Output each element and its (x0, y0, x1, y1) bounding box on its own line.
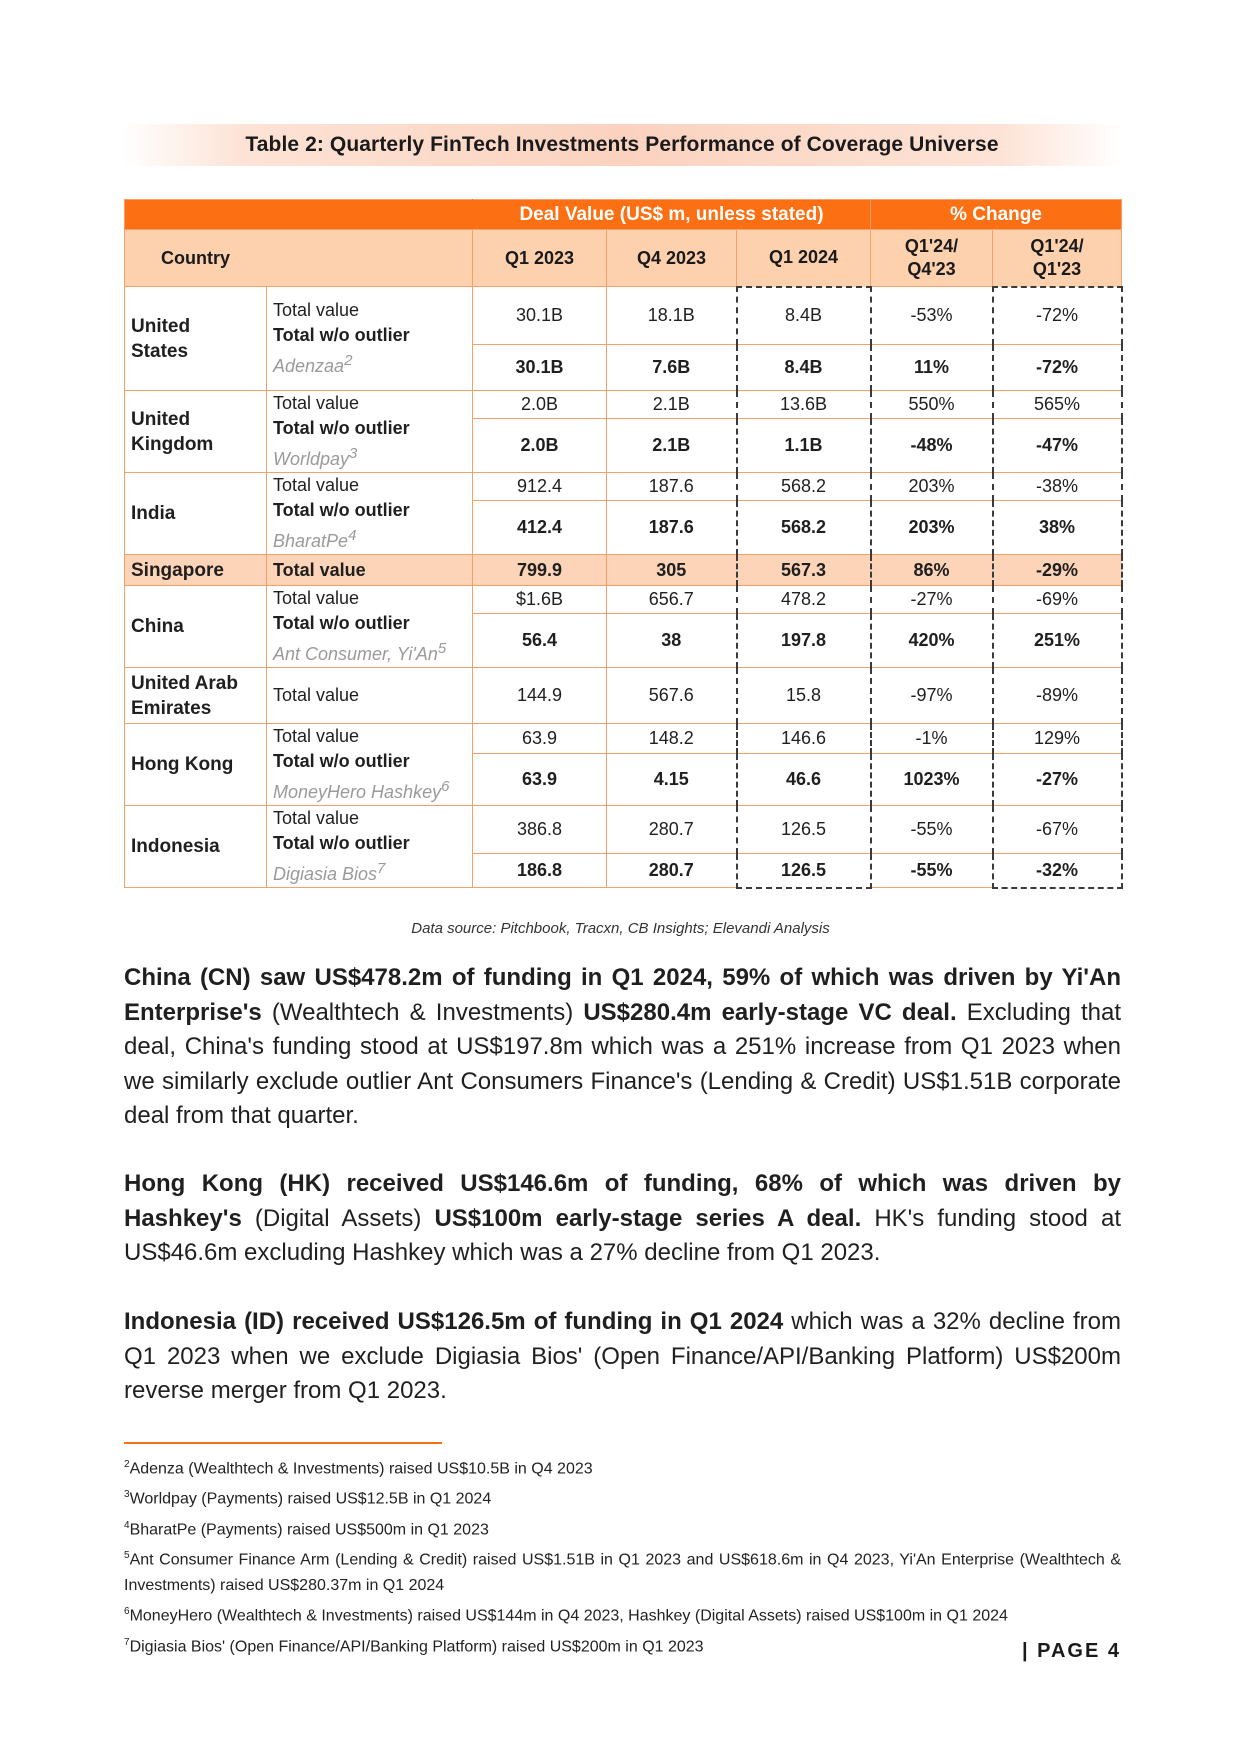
footnote-6: $^6$MoneyHero (Wealthtech & Investments) raised US$144m in Q4 2023, Hashkey (Digital Assets) raised US$100m in Q1 2024 (124, 1606, 1008, 1625)
value-cell: 30.1B (473, 345, 607, 391)
col-chg-q4: Q1'24/ Q4'23 (871, 230, 993, 287)
col-q1-2024: Q1 2024 (737, 230, 871, 287)
value-cell: 11% (871, 345, 993, 391)
metric-cell: Total value Total w/o outlier Digiasia Bios$^7$ (267, 806, 473, 888)
value-cell: 2.0B (473, 419, 607, 473)
metric-cell: Total value Total w/o outlier BharatPe$^4$ (267, 473, 473, 555)
value-cell: 126.5 (737, 854, 871, 888)
value-cell: 38 (607, 614, 737, 668)
value-cell: 2.1B (607, 391, 737, 419)
value-cell: -97% (871, 668, 993, 724)
value-cell: 203% (871, 473, 993, 501)
value-cell: 2.0B (473, 391, 607, 419)
value-cell: 129% (993, 724, 1122, 754)
col-q1-2023: Q1 2023 (473, 230, 607, 287)
value-cell: 126.5 (737, 806, 871, 854)
table-row (125, 287, 1122, 345)
paragraph-indonesia: Indonesia (ID) received US$126.5m of funding in Q1 2024 which was a 32% decline from Q1 2023 when we exclude Digiasia Bios' (Open Finance/API/Banking Platform) US$200m reverse merger from Q1 2023. (124, 1308, 1122, 1404)
value-cell: -27% (871, 586, 993, 614)
value-cell: -48% (871, 419, 993, 473)
value-cell: -1% (871, 724, 993, 754)
fintech-investments-table (124, 199, 1123, 889)
metric-cell: Total value (267, 555, 473, 586)
country-cell: United States (125, 287, 267, 391)
value-cell: 63.9 (473, 724, 607, 754)
value-cell: -72% (993, 287, 1122, 345)
value-cell: $1.6B (473, 586, 607, 614)
metric-cell: Total value (267, 668, 473, 724)
metric-cell: Total value Total w/o outlier Adenzaa$^2$ (267, 287, 473, 391)
value-cell: 8.4B (737, 345, 871, 391)
value-cell: -38% (993, 473, 1122, 501)
country-cell: United Kingdom (125, 391, 267, 473)
value-cell: 251% (993, 614, 1122, 668)
value-cell: 13.6B (737, 391, 871, 419)
value-cell: 550% (871, 391, 993, 419)
metric-cell: Total value Total w/o outlier Worldpay$^3$ (267, 391, 473, 473)
country-cell: Hong Kong (125, 724, 267, 806)
value-cell: -55% (871, 854, 993, 888)
value-cell: 86% (871, 555, 993, 586)
value-cell: 386.8 (473, 806, 607, 854)
table-row (125, 391, 1122, 419)
value-cell: -69% (993, 586, 1122, 614)
country-cell: United Arab Emirates (125, 668, 267, 724)
footnote-4: $^4$BharatPe (Payments) raised US$500m in Q1 2023 (124, 1519, 489, 1538)
table-group-header (125, 200, 1122, 230)
table-row (125, 668, 1122, 724)
footnotes (124, 1452, 1121, 1660)
value-cell: 187.6 (607, 473, 737, 501)
value-cell: 8.4B (737, 287, 871, 345)
paragraph-china: China (CN) saw US$478.2m of funding in Q1 2024, 59% of which was driven by Yi'An Enterprise's (Wealthtech & Investments) US$280.4m early-stage VC deal. Excluding that deal, China's funding stood at US$197.8m which was a 251% increase from Q1 2023 when we similarly exclude outlier Ant Consumers Finance's (Lending & Credit) US$1.51B corporate deal from that quarter. (124, 964, 1121, 1129)
table-row (125, 586, 1122, 614)
deal-value-group-header: Deal Value (US$ m, unless stated) (473, 200, 871, 230)
value-cell: 2.1B (607, 419, 737, 473)
value-cell: 38% (993, 501, 1122, 555)
country-cell: Indonesia (125, 806, 267, 888)
value-cell: -32% (993, 854, 1122, 888)
value-cell: 280.7 (607, 854, 737, 888)
value-cell: 15.8 (737, 668, 871, 724)
table-column-header (125, 230, 1122, 287)
value-cell: 412.4 (473, 501, 607, 555)
page-number: | PAGE 4 (1021, 1640, 1121, 1662)
value-cell: 565% (993, 391, 1122, 419)
country-cell: India (125, 473, 267, 555)
footnote-2: $^2$Adenza (Wealthtech & Investments) raised US$10.5B in Q4 2023 (124, 1459, 593, 1478)
country-cell: China (125, 586, 267, 668)
value-cell: 187.6 (607, 501, 737, 555)
col-q4-2023: Q4 2023 (607, 230, 737, 287)
value-cell: 30.1B (473, 287, 607, 345)
value-cell: 305 (607, 555, 737, 586)
value-cell: 478.2 (737, 586, 871, 614)
table-title-band (122, 124, 1122, 166)
data-source-caption: Data source: Pitchbook, Tracxn, CB Insights; Elevandi Analysis (411, 920, 830, 937)
value-cell: -53% (871, 287, 993, 345)
value-cell: 63.9 (473, 754, 607, 806)
value-cell: -47% (993, 419, 1122, 473)
table-title: Table 2: Quarterly FinTech Investments Performance of Coverage Universe (245, 133, 999, 156)
value-cell: 568.2 (737, 473, 871, 501)
value-cell: 656.7 (607, 586, 737, 614)
col-country: Country (125, 230, 473, 287)
value-cell: 7.6B (607, 345, 737, 391)
value-cell: 567.6 (607, 668, 737, 724)
value-cell: -72% (993, 345, 1122, 391)
value-cell: 144.9 (473, 668, 607, 724)
value-cell: 568.2 (737, 501, 871, 555)
value-cell: 1.1B (737, 419, 871, 473)
table-row (125, 724, 1122, 754)
value-cell: -29% (993, 555, 1122, 586)
value-cell: 912.4 (473, 473, 607, 501)
value-cell: -89% (993, 668, 1122, 724)
pct-change-group-header: % Change (871, 200, 1122, 230)
value-cell: 1023% (871, 754, 993, 806)
table-row (125, 806, 1122, 854)
value-cell: -67% (993, 806, 1122, 854)
footnote-3: $^3$Worldpay (Payments) raised US$12.5B in Q1 2024 (124, 1489, 492, 1508)
value-cell: 799.9 (473, 555, 607, 586)
value-cell: 197.8 (737, 614, 871, 668)
table-row (125, 473, 1122, 501)
value-cell: 280.7 (607, 806, 737, 854)
metric-cell: Total value Total w/o outlier Ant Consumer, Yi'An$^5$ (267, 586, 473, 668)
value-cell: -55% (871, 806, 993, 854)
value-cell: 18.1B (607, 287, 737, 345)
value-cell: -27% (993, 754, 1122, 806)
country-cell: Singapore (125, 555, 267, 586)
paragraph-hong-kong: Hong Kong (HK) received US$146.6m of funding, 68% of which was driven by Hashkey's (Digital Assets) US$100m early-stage series A deal. HK's funding stood at US$46.6m excluding Hashkey which was a 27% decline from Q1 2023. (124, 1170, 1121, 1266)
footnote-divider (124, 1442, 442, 1444)
col-chg-q1: Q1'24/ Q1'23 (993, 230, 1122, 287)
footnote-7: $^7$Digiasia Bios' (Open Finance/API/Banking Platform) raised US$200m in Q1 2023 (124, 1636, 704, 1655)
value-cell: 186.8 (473, 854, 607, 888)
value-cell: 567.3 (737, 555, 871, 586)
value-cell: 420% (871, 614, 993, 668)
value-cell: 148.2 (607, 724, 737, 754)
table-row (125, 555, 1122, 586)
footnote-5: $^5$Ant Consumer Finance Arm (Lending & Credit) raised US$1.51B in Q1 2023 and US$618.6m in Q4 2023, Yi'An Enterprise (Wealthtech & Investments) raised US$280.37m in Q1 2024 (124, 1549, 1121, 1595)
value-cell: 56.4 (473, 614, 607, 668)
value-cell: 146.6 (737, 724, 871, 754)
value-cell: 203% (871, 501, 993, 555)
value-cell: 46.6 (737, 754, 871, 806)
metric-cell: Total value Total w/o outlier MoneyHero Hashkey$^6$ (267, 724, 473, 806)
value-cell: 4.15 (607, 754, 737, 806)
